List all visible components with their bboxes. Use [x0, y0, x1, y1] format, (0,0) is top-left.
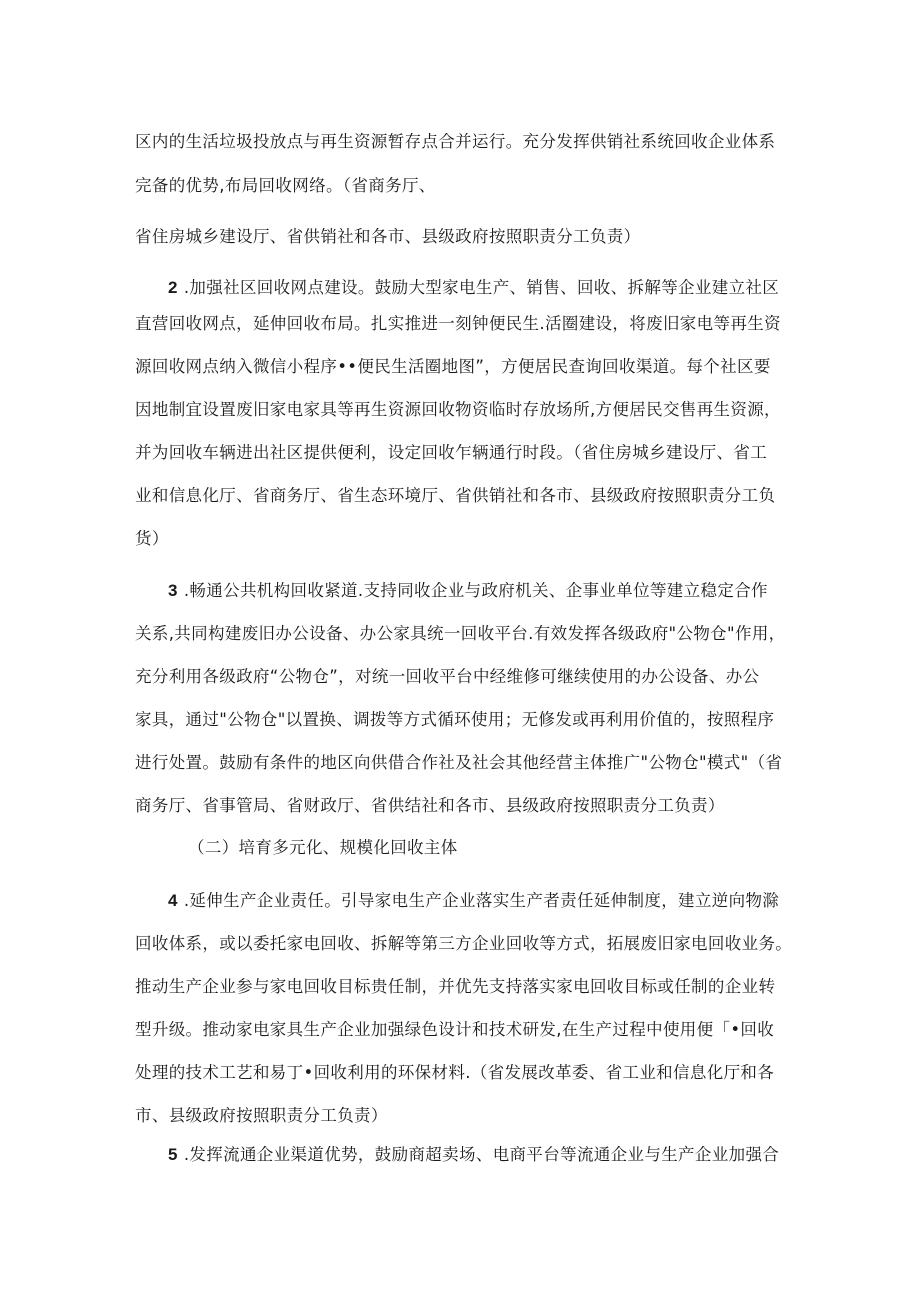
- paragraph-line: .加强社区回收网点建设。鼓励大型家电生产、销售、回收、拆解等企业建立社区: [183, 278, 780, 297]
- item-5-first-line: [168, 1144, 779, 1166]
- paragraph-line: 货）: [135, 529, 169, 548]
- paragraph-line: 并为回收车辆进出社区提供便利，设定回收乍辆通行时段。（省住房城乡建设厅、省工: [135, 443, 768, 462]
- paragraph-line: 直营回收网点，延伸回收布局。扎实推进一刻钟便民生.活圈建设，将废旧家电等再生资: [135, 314, 781, 333]
- item-2-first-line: [168, 277, 779, 299]
- paragraph-line: 进行处置。鼓励有条件的地区向供借合作社及社会其他经营主体推广"公物仓"模式"（省: [135, 753, 783, 772]
- item-number: 2: [168, 278, 178, 297]
- paragraph-line: 型升级。推动家电家具生产企业加强绿色设计和技术研发,在生产过程中使用便「•回收: [135, 1020, 775, 1039]
- item-number: 4: [168, 891, 178, 910]
- item-number: 3: [168, 581, 178, 600]
- item-3-first-line: [168, 580, 768, 602]
- paragraph-line: .发挥流通企业渠道优势，鼓励商超卖场、电商平台等流通企业与生产企业加强合: [183, 1145, 780, 1164]
- paragraph-line: 关系,共同构建废旧办公设备、办公家具统一回收平台.有效发挥各级政府"公物仓"作用，: [135, 624, 786, 643]
- paragraph-line: 省住房城乡建设厅、省供销社和各市、县级政府按照职责分工负责）: [135, 227, 641, 246]
- paragraph-line: 处理的技术工艺和易丁•回收利用的环保材料.（省发展改革委、省工业和信息化厅和各: [135, 1063, 775, 1082]
- paragraph-line: .延伸生产企业责任。引导家电生产企业落实生产者责任延伸制度，建立逆向物滁: [183, 891, 780, 910]
- paragraph-line: 业和信息化厅、省商务厅、省生态环境厅、省供销社和各市、县级政府按照职责分工负: [135, 486, 776, 505]
- item-number: 5: [168, 1145, 178, 1164]
- paragraph-line: 回收体系，或以委托家电回收、拆解等第三方企业回收等方式，拓展废旧家电回收业务。: [135, 934, 793, 953]
- paragraph-line: 源回收网点纳入微信小程序••便民生活圈地图”，方便居民查询回收渠道。每个社区要: [135, 357, 771, 376]
- paragraph-line: 因地制宜设置废旧家电家具等再生资源回收物资临时存放场所,方便居民交售再生资源，: [135, 400, 781, 419]
- section-heading: （二）培育多元化、规模化回收主体: [188, 838, 458, 857]
- paragraph-line: 充分利用各级政府“公物仓”，对统一回收平台中经维修可继续使用的办公设备、办公: [135, 667, 760, 686]
- paragraph-line: 推动生产企业参与家电回收目标贵任制，并优先支持落实家电回收目标或任制的企业转: [135, 977, 776, 996]
- item-4-first-line: [168, 890, 779, 912]
- paragraph-line: 完备的优势,布局回收网络。（省商务厅、: [135, 176, 436, 195]
- paragraph-line: 商务厅、省事管局、省财政厅、省供结社和各市、县级政府按照职责分工负责）: [135, 796, 725, 815]
- paragraph-line: 区内的生活垃圾投放点与再生资源暂存点合并运行。充分发挥供销社系统回收企业体系: [135, 132, 776, 151]
- paragraph-line: 市、县级政府按照职责分工负责）: [135, 1106, 388, 1125]
- paragraph-line: 家具，通过"公物仓"以置换、调拨等方式循环使用；无修发或再利用价值的，按照程序: [135, 710, 775, 729]
- paragraph-line: .畅通公共机构回收紧道.支持同收企业与政府机关、企事业单位等建立稳定合作: [183, 581, 768, 600]
